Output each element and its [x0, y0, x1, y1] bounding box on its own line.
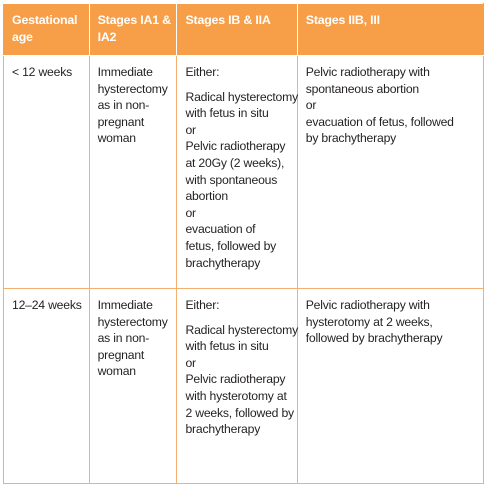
cell-text-line: Radical hysterectomy: [185, 89, 298, 104]
header-stages-iib-iii: [297, 4, 483, 56]
cell-text-line: Immediate: [97, 65, 153, 79]
cell-text-line: Either:: [185, 298, 220, 312]
cell-text-line: Radical hysterectomy: [185, 322, 298, 337]
header-gestational-age: [4, 4, 90, 56]
cell-gestational-age: [4, 289, 90, 484]
table-row: [4, 56, 484, 289]
cell-text-line: as in non-: [97, 331, 150, 346]
cell-text-line: or: [185, 122, 196, 137]
cell-text-line: with hysterotomy at: [185, 388, 287, 403]
header-stages-ib-iia-line-1: Stages IB & IIA: [185, 13, 271, 27]
cell-text-line: Either:: [185, 65, 220, 79]
header-gestational-age-line-2: age: [12, 30, 33, 44]
cell-text-line: Pelvic radiotherapy with: [305, 65, 430, 79]
cell-text-line: hysterectomy: [97, 314, 168, 329]
cell-text-line: Pelvic radiotherapy: [185, 372, 286, 387]
cell-stages-iib-iii: [297, 289, 483, 484]
table-row: [4, 289, 484, 484]
header-stages-iib-iii-line-1: Stages IIB, III: [305, 13, 380, 27]
cell-text-line: evacuation of: [185, 222, 256, 237]
cell-text-line: or: [185, 205, 196, 220]
cell-text-line: hysterectomy: [97, 81, 168, 96]
header-stages-ib-iia: [177, 4, 297, 56]
cell-gestational-age: [4, 56, 90, 289]
header-gestational-age-line-1: Gestational: [12, 13, 78, 27]
cell-text-line: or: [185, 355, 196, 370]
cell-stages-iib-iii: [297, 56, 483, 289]
cell-text-line: spontaneous abortion: [305, 81, 419, 96]
table-header: [4, 4, 484, 56]
table-body: [4, 56, 484, 484]
header-stages-ia1-ia2-line-2: IA2: [97, 30, 117, 44]
cell-text-line: or: [305, 98, 317, 113]
cell-text-line: woman: [97, 364, 136, 379]
cell-stages-ia1-ia2: [89, 289, 177, 484]
cell-text: 12–24 weeks: [12, 298, 82, 312]
cell-text-line: woman: [97, 131, 136, 146]
cell-text-line: Immediate: [97, 298, 153, 312]
cell-text-line: Pelvic radiotherapy: [185, 139, 286, 154]
cell-text-line: [185, 314, 290, 322]
cell-text-line: followed by brachytherapy: [305, 331, 443, 346]
cell-text-line: as in non-: [97, 98, 150, 113]
cell-text-line: at 20Gy (2 weeks),: [185, 155, 285, 170]
cell-text-line: with fetus in situ: [185, 339, 269, 354]
cell-text-line: with fetus in situ: [185, 106, 269, 121]
cell-text-line: abortion: [185, 189, 228, 204]
cell-text-line: evacuation of fetus, followed: [305, 114, 454, 129]
cell-text-line: brachytherapy: [185, 422, 261, 437]
cell-text-line: Pelvic radiotherapy with: [305, 298, 430, 312]
header-row: [4, 4, 484, 56]
cell-text-line: hysterotomy at 2 weeks,: [305, 314, 433, 329]
cell-text-line: fetus, followed by: [185, 238, 277, 253]
cell-text-line: pregnant: [97, 114, 145, 129]
cell-text-line: 2 weeks, followed by: [185, 405, 294, 420]
header-stages-ia1-ia2: [89, 4, 177, 56]
cell-text: < 12 weeks: [12, 65, 72, 79]
cell-text-line: with spontaneous: [185, 172, 278, 187]
staging-table-container: [3, 3, 484, 496]
cell-stages-ib-iia: [177, 289, 297, 484]
cell-text-line: brachytherapy: [185, 255, 261, 270]
cell-text-line: by brachytherapy: [305, 131, 397, 146]
cell-text-line: pregnant: [97, 347, 145, 362]
cervical-cancer-pregnancy-table: [3, 3, 484, 484]
cell-stages-ia1-ia2: [89, 56, 177, 289]
cell-text-line: [185, 81, 290, 89]
header-stages-ia1-ia2-line-1: Stages IA1 &: [97, 13, 171, 27]
cell-stages-ib-iia: [177, 56, 297, 289]
